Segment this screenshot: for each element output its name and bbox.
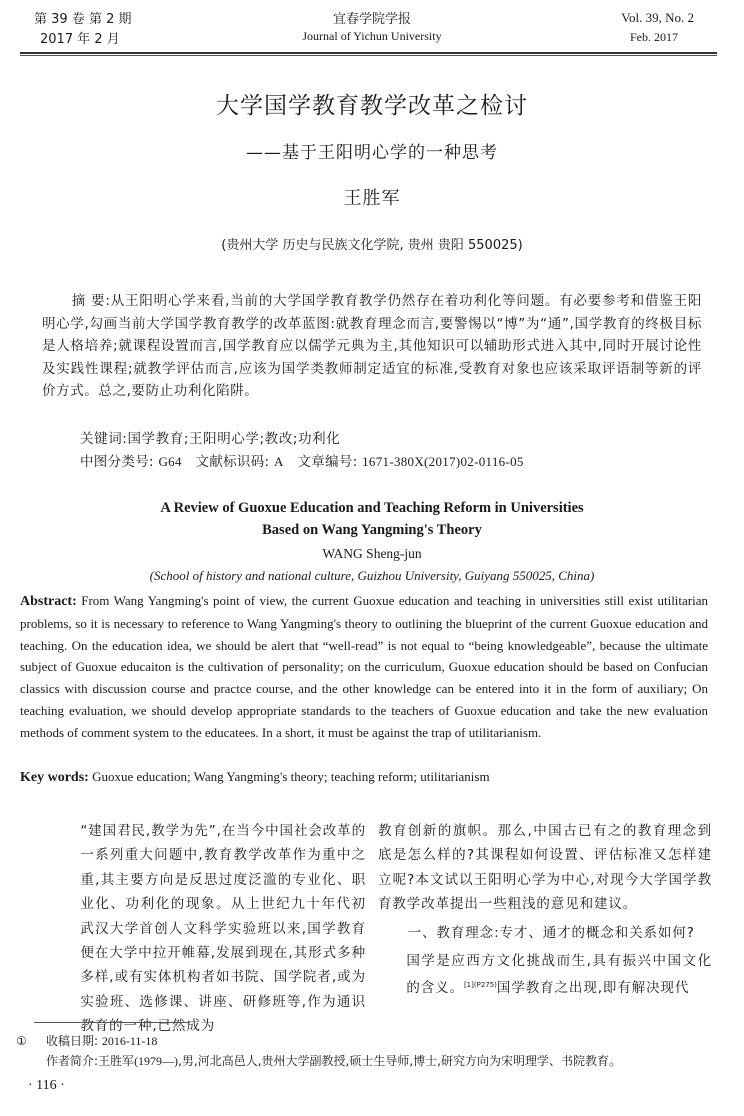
page-number: · 116 ·: [28, 1078, 65, 1093]
english-affiliation: (School of history and national culture, Guizhou University, Guiyang 550025, China): [149, 568, 595, 583]
classification-line: [80, 450, 524, 470]
body-right-column: [378, 819, 712, 1001]
english-author: WANG Sheng-jun: [322, 546, 422, 561]
keywords-cn-text: 国学教育;王阳明心学;教改;功利化: [127, 431, 341, 447]
english-abstract: [20, 590, 708, 744]
doc-code-label: 文献标识码:: [195, 454, 270, 470]
header-date-en: Feb. 2017: [630, 30, 678, 44]
received-date: 2016-11-18: [101, 1034, 158, 1048]
header-date-cn: 2017 年 2 月: [40, 32, 120, 47]
header-journal-en: Journal of Yichun University: [302, 29, 442, 43]
clc-label: 中图分类号:: [80, 454, 154, 470]
header-journal-cn: 宜春学院学报: [332, 12, 411, 27]
english-title-line1: A Review of Guoxue Education and Teaching Reform in Universities: [160, 500, 584, 516]
keywords-cn: [80, 427, 340, 447]
citation-ref[interactable]: [1](P275): [463, 981, 497, 990]
bio-text: ,男,河北高邑人,贵州大学副教授,硕士生导师,博士,研究方向为宋明理学、书院教育。: [178, 1054, 621, 1068]
header-rule: [20, 52, 717, 56]
english-keywords-label: Key words:: [20, 770, 89, 785]
footnote-rule: [34, 1022, 190, 1023]
section-text-start: 国学是应西方文化挑战而生,具有振兴中国文化的含义。: [406, 953, 712, 997]
article-no-value: 1671-380X(2017)02-0116-05: [362, 454, 524, 469]
english-title-line2: Based on Wang Yangming's Theory: [262, 522, 482, 538]
header-volume-issue-en: Vol. 39, No. 2: [621, 10, 694, 25]
header-volume-issue: 第 39 卷 第 2 期: [34, 12, 132, 27]
footnote-bio: [46, 1052, 621, 1069]
received-label: 收稿日期:: [46, 1034, 99, 1048]
body-left-column: [52, 819, 366, 1039]
clc-value: G64: [158, 454, 182, 469]
article-author: 王胜军: [343, 188, 401, 209]
abstract-cn-label: 摘 要:: [71, 293, 111, 309]
keywords-cn-label: 关键词:: [80, 431, 128, 447]
body-paragraph: “建国君民,教学为先”,在当今中国社会改革的一系列重大问题中,教育教学改革作为重中之重,其主要方向是反思过度泛滥的专业化、职业化、功利化的现象。从上世纪九十年代初武汉大学首创人文科学实验班以来,国学教育便在大学中拉开帷幕,发展到现在,其形式多种多样,或有实体机构者如书院、国学院者,或为实验班、选修课、讲座、研修班等,作为通识教育的一种,已然成为: [80, 823, 366, 1035]
body-paragraph: [378, 949, 712, 1001]
section-heading: 一、教育理念:专才、通才的概念和关系如何?: [407, 924, 695, 941]
article-no-label: 文章编号:: [297, 454, 358, 470]
section-text-end: 国学教育之出现,即有解决现代: [496, 980, 690, 997]
english-abstract-label: Abstract:: [20, 594, 77, 609]
bio-name: 王胜军: [98, 1054, 135, 1068]
article-title: 大学国学教育教学改革之检讨: [216, 93, 528, 119]
article-subtitle: ——基于王阳明心学的一种思考: [246, 143, 498, 163]
english-keywords-text: Guoxue education; Wang Yangming's theory; teaching reform; utilitarianism: [92, 769, 490, 784]
english-abstract-text: From Wang Yangming's point of view, the current Guoxue education and teaching in universities still exist utilitarian problems, so it is necessary to reference to Wang Yangming's theory to outlining the blueprint of the current Guoxue education and teaching. On the education idea, we should be alert that “well-read” is not equal to “being knowledgeable”, because the ultimate subject of Guoxue educaiton is the cultivation of personality; on the curriculum, Guoxue education should be based on Confucian classics with discussion course and practce course, and the other knowledge can be entered into it in the form of auxiliary; On teaching evaluation, we should develop appropriate standards to the teachers of Guoxue education and take the new evaluation methods of comment system to the educatees. In a short, it must be against the trap of utilitarianism.: [20, 593, 709, 740]
footnote-marker: ①: [16, 1034, 27, 1048]
abstract-cn-text: 从王阳明心学来看,当前的大学国学教育教学仍然存在着功利化等问题。有必要参考和借鉴王阳明心学,勾画当前大学国学教育教学的改革蓝图:就教育理念而言,要警惕以“博”为“通”,国学教育的终极目标是人格培养;就课程设置而言,国学教育应以儒学元典为主,其他知识可以辅助形式进入其中,同时开展讨论性及实践性课程;就教学评估而言,应该为国学类教师制定适宜的标准,受教育对象也应该采取评语制等新的评价方式。总之,要防止功利化陷阱。: [42, 293, 702, 400]
footnote-received: [46, 1032, 157, 1049]
abstract-cn: [42, 290, 702, 403]
english-keywords: [20, 769, 490, 786]
article-affiliation: (贵州大学 历史与民族文化学院, 贵州 贵阳 550025): [221, 238, 523, 253]
bio-label: 作者简介:: [46, 1054, 99, 1068]
body-paragraph: 教育创新的旗帜。那么,中国古已有之的教育理念到底是怎么样的?其课程如何设置、评估标准又怎样建立呢?本文试以王阳明心学为中心,对现今大学国学教育教学改革提出一些粗浅的意见和建议。: [378, 823, 712, 913]
doc-code-value: A: [273, 454, 284, 469]
bio-birth: (1979—): [134, 1054, 179, 1068]
